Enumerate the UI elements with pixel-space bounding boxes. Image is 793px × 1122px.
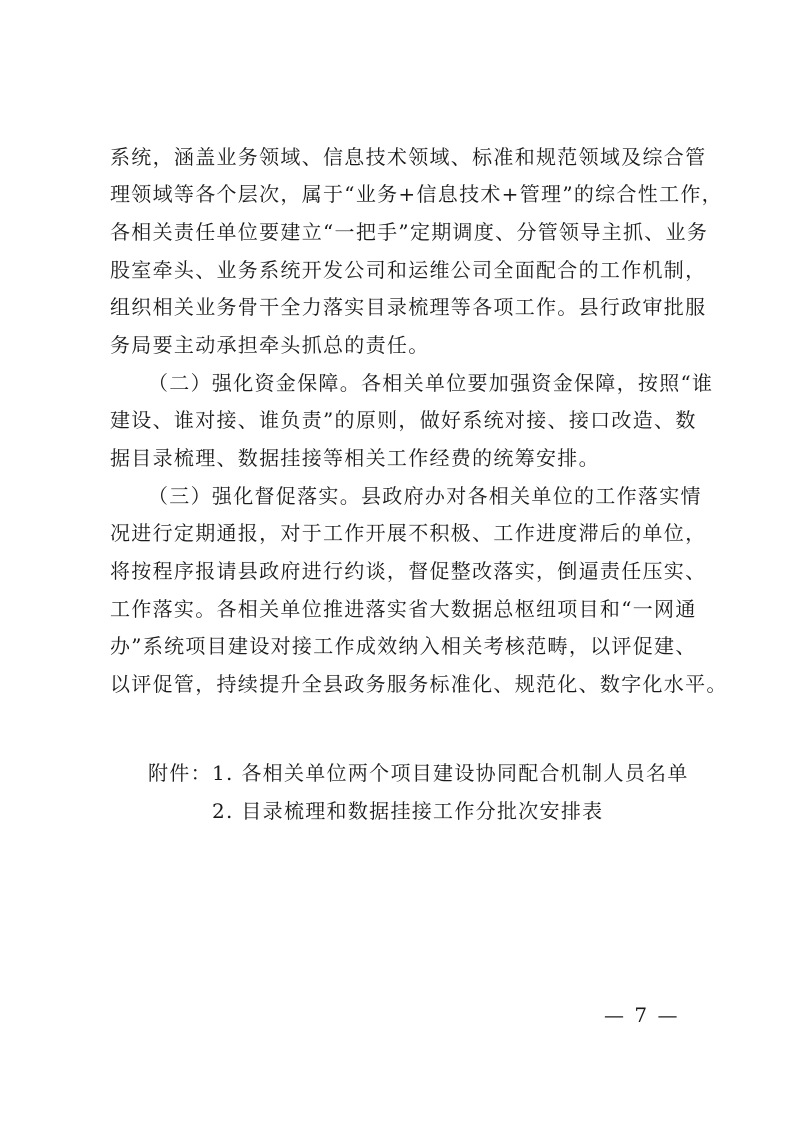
- paragraph-line: 据目录梳理、数据挂接等相关工作经费的统筹安排。: [110, 446, 600, 470]
- paragraph-line: 办”系统项目建设对接工作成效纳入相关考核范畴，以评促建、: [110, 634, 697, 658]
- paragraph-line: 系统，涵盖业务领域、信息技术领域、标准和规范领域及综合管: [110, 145, 707, 169]
- paragraph-line: 股室牵头、业务系统开发公司和运维公司全面配合的工作机制，: [110, 258, 707, 282]
- paragraph-line: 理领域等各个层次，属于“业务+信息技术+管理”的综合性工作，: [110, 182, 723, 206]
- paragraph-line: 务局要主动承担牵头抓总的责任。: [110, 333, 430, 357]
- paragraph-line: 工作落实。各相关单位推进落实省大数据总枢纽项目和“一网通: [110, 597, 697, 621]
- paragraph-line: 各相关责任单位要建立“一把手”定期调度、分管领导主抓、业务: [110, 220, 709, 244]
- paragraph-line: 况进行定期通报，对于工作开展不积极、工作进度滞后的单位，: [110, 521, 707, 545]
- paragraph-line: （二）强化资金保障。各相关单位要加强资金保障，按照“谁: [148, 371, 714, 395]
- paragraph-line: 组织相关业务骨干全力落实目录梳理等各项工作。县行政审批服: [110, 295, 707, 319]
- paragraph-line: 建设、谁对接、谁负责”的原则，做好系统对接、接口改造、数: [110, 408, 697, 432]
- paragraph-line: （三）强化督促落实。县政府办对各相关单位的工作落实情: [148, 484, 702, 508]
- attachment-item: 2. 目录梳理和数据挂接工作分批次安排表: [212, 799, 604, 823]
- paragraph-line: 以评促管，持续提升全县政务服务标准化、规范化、数字化水平。: [110, 672, 728, 696]
- paragraph-line: 将按程序报请县政府进行约谈，督促整改落实，倒逼责任压实、: [110, 559, 707, 583]
- attachments-label: 附件：: [148, 761, 212, 785]
- page-number: — 7 —: [604, 1003, 680, 1027]
- attachment-item: 1. 各相关单位两个项目建设协同配合机制人员名单: [212, 761, 689, 785]
